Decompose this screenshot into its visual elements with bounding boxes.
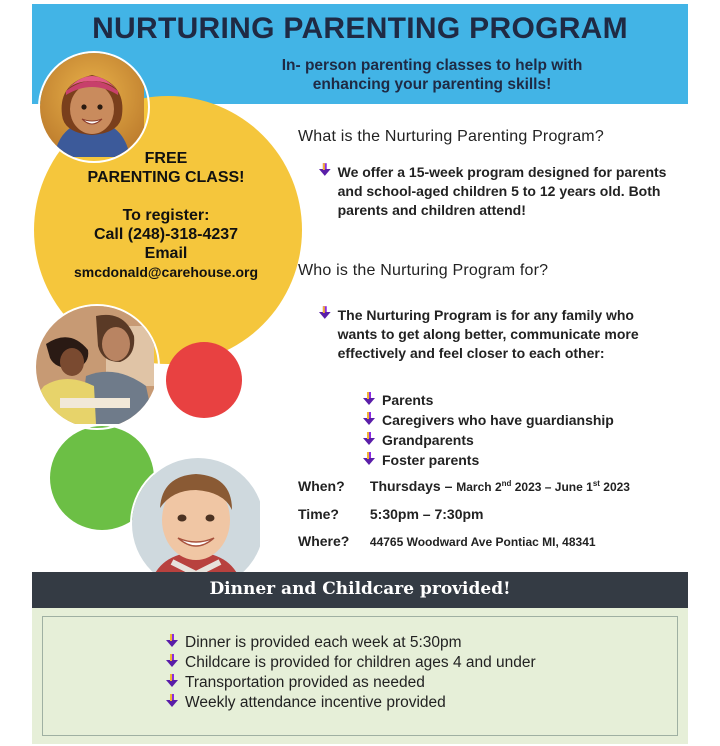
phone-number: Call (248)-318-4237 bbox=[93, 226, 239, 243]
arrow-bullet-icon bbox=[165, 674, 179, 688]
when-start-suffix: nd bbox=[501, 479, 512, 488]
list-item bbox=[362, 390, 614, 410]
question-what: What is the Nurturing Parenting Program? bbox=[298, 128, 604, 145]
flyer bbox=[32, 4, 688, 744]
where-value: 44765 Woodward Ave Pontiac MI, 48341 bbox=[369, 535, 596, 549]
list-item bbox=[362, 450, 614, 470]
when-start-month: March 2 bbox=[456, 480, 502, 494]
list-item-label: Foster parents bbox=[382, 452, 480, 468]
subtitle-line-2: enhancing your parenting skills! bbox=[312, 76, 552, 93]
perks-box bbox=[32, 608, 688, 744]
answer-what: We offer a 15-week program designed for parents and school-aged children 5 to 12 years old. Both parents and children attend! bbox=[337, 164, 667, 218]
when-start-year: 2023 – June 1 bbox=[514, 480, 593, 494]
arrow-bullet-icon bbox=[165, 694, 179, 708]
perk-label: Weekly attendance incentive provided bbox=[185, 694, 446, 711]
perk-label: Childcare is provided for children ages 4 and under bbox=[185, 654, 536, 671]
perks-list bbox=[165, 633, 536, 713]
free-label: FREE bbox=[144, 150, 188, 167]
arrow-bullet-icon bbox=[165, 634, 179, 648]
arrow-bullet-icon bbox=[165, 654, 179, 668]
list-item bbox=[362, 430, 614, 450]
arrow-bullet-icon bbox=[318, 306, 332, 320]
question-who: Who is the Nurturing Program for? bbox=[298, 262, 549, 279]
audience-list bbox=[362, 390, 614, 470]
time-label: Time? bbox=[298, 506, 339, 522]
free-class-label: PARENTING CLASS! bbox=[87, 169, 245, 186]
when-dates bbox=[456, 480, 630, 494]
answer-who: The Nurturing Program is for any family who wants to get along better, communicate more effectively and feel closer to each other: bbox=[337, 307, 639, 361]
list-item-label: Grandparents bbox=[382, 432, 474, 448]
bullet-what bbox=[318, 163, 668, 220]
time-row bbox=[298, 506, 484, 522]
time-value: 5:30pm – 7:30pm bbox=[369, 506, 484, 522]
arrow-bullet-icon bbox=[318, 163, 332, 177]
register-block bbox=[48, 149, 284, 282]
where-row bbox=[298, 533, 596, 549]
perk-label: Dinner is provided each week at 5:30pm bbox=[185, 634, 462, 651]
photo-girl bbox=[38, 51, 150, 163]
list-item bbox=[165, 673, 536, 693]
perk-label: Transportation provided as needed bbox=[185, 674, 425, 691]
when-row bbox=[298, 478, 630, 494]
to-register-label: To register: bbox=[122, 207, 210, 224]
list-item bbox=[165, 693, 536, 713]
arrow-bullet-icon bbox=[362, 452, 376, 466]
perks-box-border bbox=[42, 616, 678, 736]
photo-family bbox=[34, 304, 160, 430]
arrow-bullet-icon bbox=[362, 392, 376, 406]
bullet-who bbox=[318, 306, 668, 363]
when-label: When? bbox=[298, 478, 345, 494]
list-item bbox=[362, 410, 614, 430]
list-item-label: Caregivers who have guardianship bbox=[382, 412, 614, 428]
subtitle bbox=[242, 56, 622, 94]
email-label: Email bbox=[144, 245, 188, 262]
arrow-bullet-icon bbox=[362, 432, 376, 446]
page-title: NURTURING PARENTING PROGRAM bbox=[92, 12, 628, 45]
when-end-year: 2023 bbox=[603, 480, 630, 494]
list-item bbox=[165, 653, 536, 673]
list-item bbox=[165, 633, 536, 653]
dinner-banner: Dinner and Childcare provided! bbox=[32, 572, 688, 608]
list-item-label: Parents bbox=[382, 392, 434, 408]
subtitle-line-1: In- person parenting classes to help with bbox=[281, 57, 583, 74]
red-circle bbox=[166, 342, 242, 418]
where-label: Where? bbox=[298, 533, 350, 549]
arrow-bullet-icon bbox=[362, 412, 376, 426]
when-day: Thursdays – bbox=[369, 478, 453, 494]
when-end-suffix: st bbox=[592, 479, 600, 488]
email-address[interactable]: smcdonald@carehouse.org bbox=[73, 264, 259, 280]
